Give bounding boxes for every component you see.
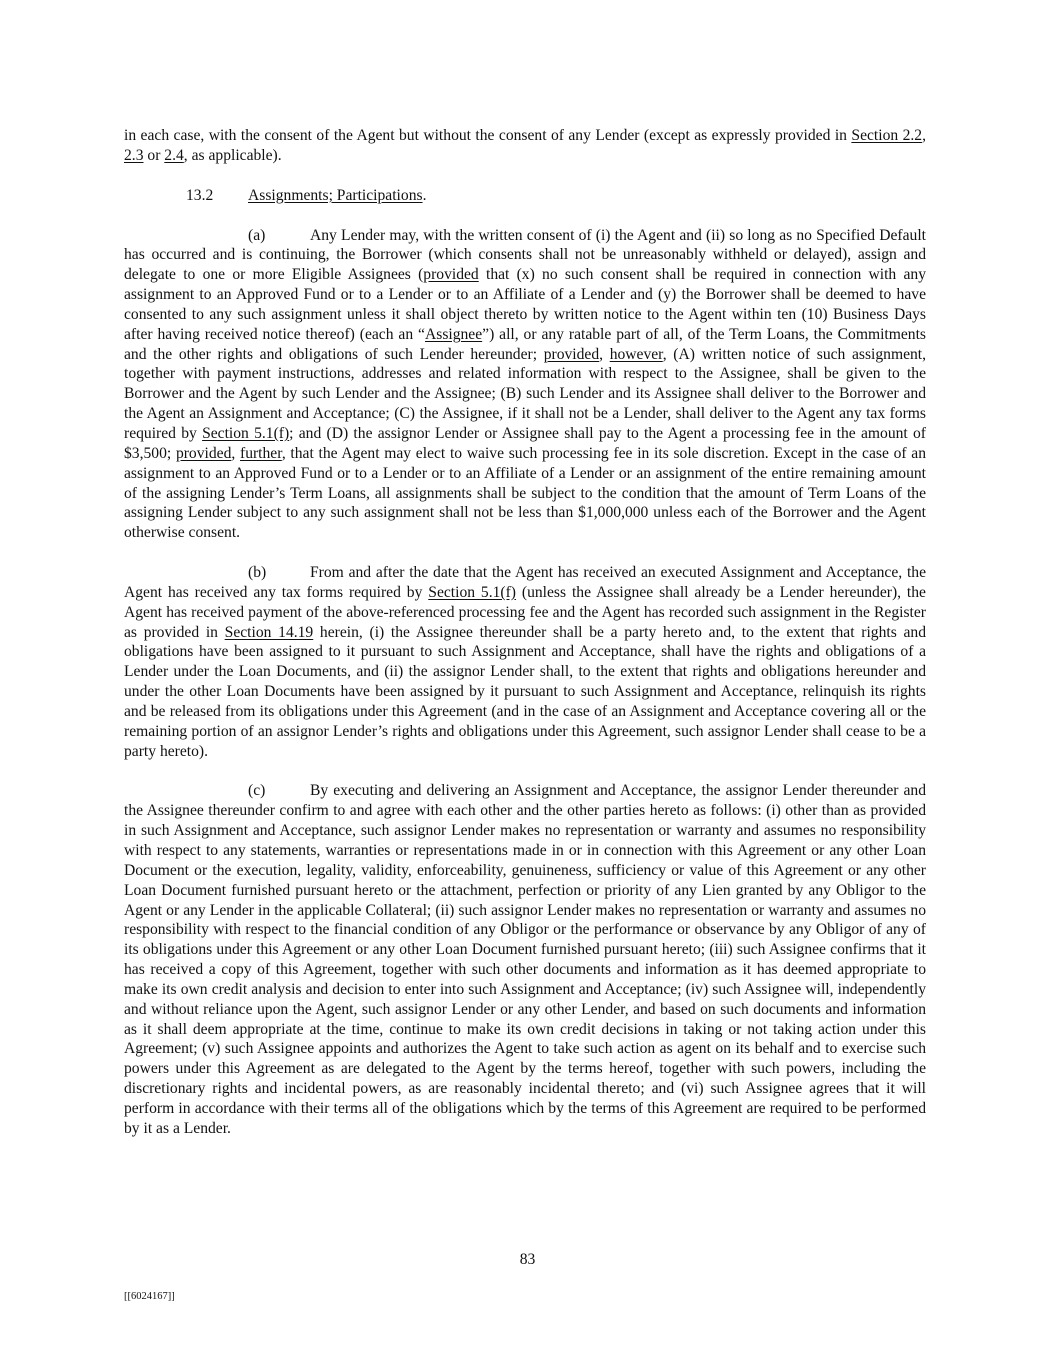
paragraph-b-text: (unless the Assignee shall already be a Lender hereunder), the Agent has received payment of the above-referenced processing fee and the Agent has recorded such assignment in the Register as provided in [124, 583, 926, 641]
spacer [124, 543, 926, 563]
paragraph-a-text: ”) all, or any ratable part of all, of the Term Loans, the Commitments and the other rights and obligations of such Lender hereunder; [124, 325, 927, 363]
paragraph-b-label: (b) [248, 564, 267, 582]
paragraph-a-text: , [599, 345, 610, 363]
section-heading [124, 186, 926, 206]
page-body [124, 126, 926, 1139]
continuation-text: in each case, with the consent of the Agent but without the consent of any Lender (except as expressly provided in [124, 127, 852, 144]
paragraph-a-text: Any Lender may, with the written consent of (i) the Agent and (ii) so long as no Specified Default has occurred and is continuing, the Borrower (which consents shall not be unreasonably withheld or delayed), assign and delegate to one or more Eligible Assignees ( [124, 226, 926, 284]
spacer [124, 206, 926, 226]
continuation-separator: or [143, 146, 165, 164]
paragraph-c-text: By executing and delivering an Assignment and Acceptance, the assignor Lender thereunder and the Assignee thereunder confirm to and agree with each other and the other parties hereto as follows: (i) other than as provided in such Assignment and Acceptance, such assignor Lender makes no representation or warranty and assumes no responsibility with respect to any statements, warranties or representations made in or in connection with this Agreement or any other Loan Document or the execution, legality, validity, enforceability, genuineness, sufficiency or value of this Agreement or any other Loan Document furnished pursuant hereto or the attachment, perfection or priority of any Lien granted by any Obligor to the Agent or any Lender in the applicable Collateral; (ii) such assignor Lender makes no representation or warranty and assumes no responsibility with respect to the financial condition of any Obligor or the performance or observance by any Obligor of any of its obligations under this Agreement or any other Loan Document furnished pursuant hereto; (iii) such Assignee confirms that it has received a copy of this Agreement, together with such other documents and information as it has deemed appropriate to make its own credit analysis and decision to enter into such Assignment and Acceptance; (iv) such Assignee will, independently and without reliance upon the Agent, such assignor Lender or any other Lender, and based on such documents and information as it shall deem appropriate at the time, continue to make its own credit decisions in taking or not taking action under this Agreement; (v) such Assignee appoints and authorizes the Agent to take such action as agent on its behalf and to exercise such powers under this Agreement as are delegated to the Agent by the terms hereof, together with such powers, including the discretionary rights and incidental powers, as are reasonably incidental thereto; and (vi) such Assignee agrees that it will perform in accordance with their terms all of the obligations which by the terms of this Agreement are required to be performed by it as a Lender. [124, 782, 926, 1137]
continuation-separator: , [922, 127, 926, 144]
provided-term: provided [543, 345, 600, 363]
paragraph-a-text: , [231, 444, 240, 462]
continuation-text-end: , as applicable). [183, 146, 282, 164]
paragraph-a-text: , (A) written notice of such assignment, together with payment instructions, addresses and related information with respect to the Assignee, shall be given to the Borrower and the Agent by such Lender and the Assignee; (B) such Lender and its Assignee shall deliver to the Borrower and the Agent an Assignment and Acceptance; (C) the Assignee, if it shall not be a Lender, shall deliver to the Agent any tax forms required by [124, 345, 927, 442]
assignee-defined-term: Assignee [424, 325, 483, 343]
further-term: further [240, 444, 282, 462]
continuation-paragraph [124, 126, 926, 166]
section-2-3-reference: 2.3 [124, 146, 144, 164]
section-14-19-reference: Section 14.19 [224, 623, 314, 641]
paragraph-a-label: (a) [248, 226, 266, 244]
paragraph-a-text: ; and (D) the assignor Lender or Assignee shall pay to the Agent a processing fee in the amount of $3,500; [124, 424, 926, 462]
paragraph-c-label: (c) [248, 782, 266, 800]
section-5-1-f-reference: Section 5.1(f) [202, 424, 290, 442]
paragraph-b-text: herein, (i) the Assignee thereunder shall be a party hereto and, to the extent that rights and obligations have been assigned to it pursuant to such Assignment and Acceptance, shall have the rights and obligations of a Lender under the Loan Documents, and (ii) the assignor Lender shall, to the extent that rights and obligations hereunder and under the other Loan Documents have been assigned by it pursuant to such Assignment and Acceptance, relinquish its rights and be released from its obligations under this Agreement (and in the case of an Assignment and Acceptance covering all or the remaining portion of an assignor Lender’s rights and obligations under this Agreement, such assignor Lender shall cease to be a party hereto). [124, 623, 926, 760]
section-5-1-f-reference: Section 5.1(f) [428, 583, 516, 601]
section-2-4-reference: 2.4 [164, 146, 184, 164]
section-title: Assignments; Participations [248, 186, 423, 204]
paragraph-c [124, 781, 926, 1138]
section-number: 13.2 [186, 186, 214, 204]
page-number: 83 [519, 1251, 536, 1268]
section-2-2-reference: Section 2.2 [851, 127, 923, 144]
paragraph-a [124, 226, 926, 544]
section-title-wrap [248, 186, 426, 206]
however-term: however [609, 345, 663, 363]
spacer [124, 166, 926, 186]
paragraph-b-text: From and after the date that the Agent has received an executed Assignment and Acceptance, the Agent has received any tax forms required by [124, 564, 926, 601]
paragraph-b [124, 563, 926, 761]
paragraph-a-text: , that the Agent may elect to waive such processing fee in its sole discretion. Except in the case of an assignment to an Approved Fund or to a Lender or to an Affiliate of a Lender or an assignment of the entire remaining amount of the assigning Lender’s Term Loans, all assignments shall be subject to the condition that the amount of Term Loans of the assigning Lender subject to any such assignment shall not be less than $1,000,000 unless each of the Borrower and the Agent otherwise consent. [124, 444, 927, 542]
spacer [124, 761, 926, 781]
paragraph-a-text: that (x) no such consent shall be required in connection with any assignment to an Approved Fund or to a Lender or to an Affiliate of a Lender and (y) the Borrower shall be deemed to have consented to any such assignment unless it shall object thereto by written notice to the Agent within ten (10) Business Days after having received notice thereof) (each an “ [124, 266, 926, 343]
section-title-period: . [422, 186, 427, 204]
provided-term: provided [423, 266, 479, 284]
document-id: [[6024167]] [124, 1291, 175, 1302]
provided-term: provided [175, 444, 232, 462]
